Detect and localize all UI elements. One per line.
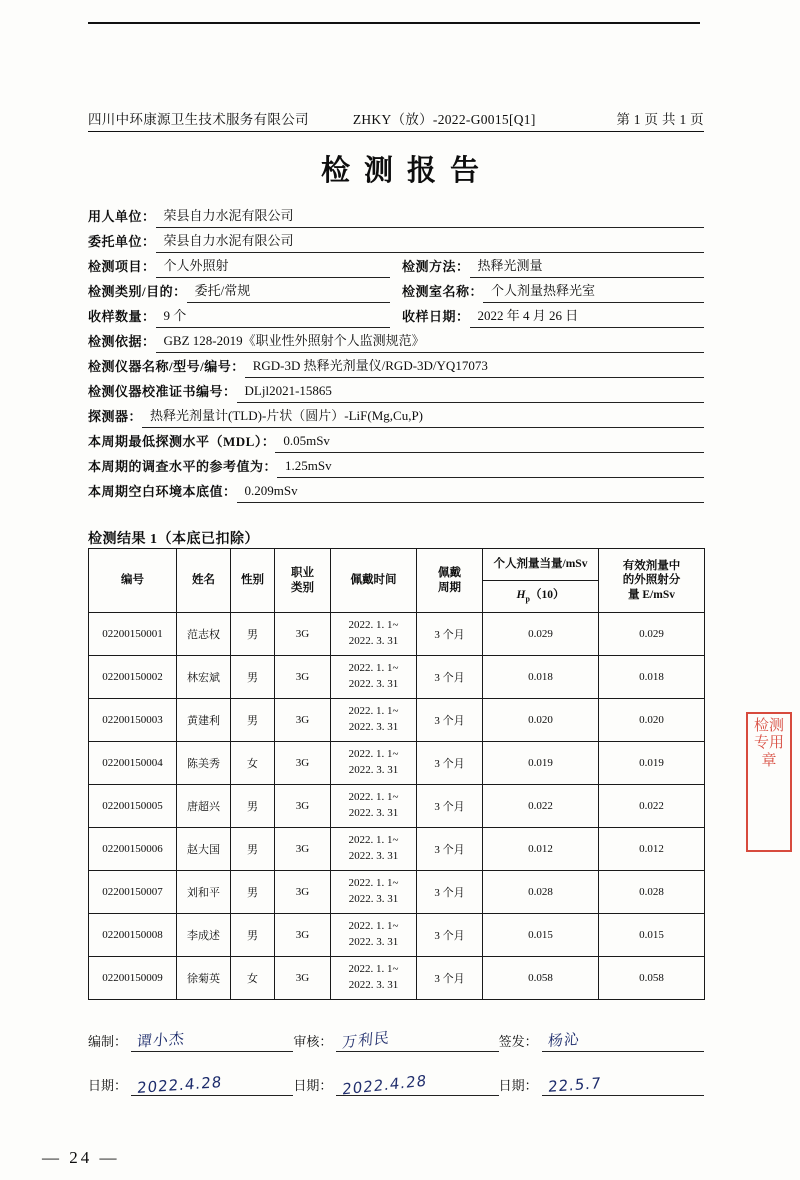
cell-category: 3G bbox=[275, 656, 331, 699]
prepared-by bbox=[88, 1030, 293, 1052]
cell-period: 2022. 1. 1~ 2022. 3. 31 bbox=[331, 957, 417, 1000]
col-hp10: $H_p(10)$ bbox=[483, 581, 599, 613]
page-title: 检测报告 bbox=[320, 155, 493, 187]
col-name: 姓名 bbox=[177, 549, 231, 613]
cell-hp10: 0.015 bbox=[483, 914, 599, 957]
cell-sex: 男 bbox=[231, 699, 275, 742]
cell-period: 2022. 1. 1~ 2022. 3. 31 bbox=[331, 828, 417, 871]
cell-hp10: 0.018 bbox=[483, 656, 599, 699]
table-row bbox=[89, 828, 705, 871]
cell-name: 陈美秀 bbox=[177, 742, 231, 785]
header-page-info: 第 1 页 共 1 页 bbox=[616, 112, 704, 127]
client-label: 委托单位： bbox=[88, 234, 156, 249]
info-row-item-method bbox=[88, 253, 704, 278]
page-number: — 24 — bbox=[42, 1148, 120, 1167]
basis-label: 检测依据： bbox=[88, 334, 156, 349]
cell-sex: 男 bbox=[231, 656, 275, 699]
signature-dates-row bbox=[88, 1071, 704, 1099]
cell-sex: 女 bbox=[231, 957, 275, 1000]
mdl-value: 0.05mSv bbox=[275, 433, 704, 453]
investigation-label: 本周期的调查水平的参考值为： bbox=[88, 459, 278, 474]
info-row-category-lab bbox=[88, 278, 704, 303]
lab-label: 检测室名称： bbox=[402, 284, 484, 299]
blank-value: 0.209mSv bbox=[237, 483, 704, 503]
cell-id: 02200150006 bbox=[89, 828, 177, 871]
header-report-code: ZHKY（放）-2022-G0015[Q1] bbox=[352, 112, 536, 127]
cell-hp10: 0.020 bbox=[483, 699, 599, 742]
page-header bbox=[88, 108, 704, 128]
cell-name: 刘和平 bbox=[177, 871, 231, 914]
prepared-signature: 谭小杰 bbox=[136, 1029, 186, 1051]
cell-hp10: 0.029 bbox=[483, 613, 599, 656]
reviewed-line bbox=[336, 1030, 498, 1052]
prepared-date-cell bbox=[88, 1074, 293, 1096]
cell-name: 林宏斌 bbox=[177, 656, 231, 699]
cell-name: 徐菊英 bbox=[177, 957, 231, 1000]
cell-cycle: 3 个月 bbox=[417, 957, 483, 1000]
info-cell-item bbox=[88, 253, 402, 278]
cell-effective: 0.022 bbox=[599, 785, 705, 828]
col-dose-equivalent: 个人剂量当量/mSv bbox=[483, 549, 599, 581]
cell-name: 李成述 bbox=[177, 914, 231, 957]
table-row bbox=[89, 699, 705, 742]
detector-label: 探测器： bbox=[88, 409, 143, 424]
col-effective-dose: 有效剂量中 的外照射分 量 E/mSv bbox=[599, 549, 705, 613]
employer-value: 荣县自力水泥有限公司 bbox=[156, 205, 704, 228]
cell-id: 02200150001 bbox=[89, 613, 177, 656]
results-title: 检测结果 1（本底已扣除） bbox=[88, 532, 259, 547]
category-label: 检测类别/目的： bbox=[88, 284, 187, 299]
top-rule bbox=[88, 22, 700, 24]
table-row bbox=[89, 871, 705, 914]
info-row-mdl bbox=[88, 428, 704, 453]
header-company: 四川中环康源卫生技术服务有限公司 bbox=[88, 112, 309, 127]
cell-period: 2022. 1. 1~ 2022. 3. 31 bbox=[331, 871, 417, 914]
cert-value: DLjl2021-15865 bbox=[237, 383, 704, 403]
cell-cycle: 3 个月 bbox=[417, 871, 483, 914]
cell-period: 2022. 1. 1~ 2022. 3. 31 bbox=[331, 914, 417, 957]
issued-date-cell bbox=[499, 1074, 704, 1096]
issued-date-value: 22.5.7 bbox=[547, 1074, 602, 1096]
cell-period: 2022. 1. 1~ 2022. 3. 31 bbox=[331, 613, 417, 656]
issued-line bbox=[542, 1030, 704, 1052]
col-period: 佩戴时间 bbox=[331, 549, 417, 613]
client-value: 荣县自力水泥有限公司 bbox=[156, 230, 704, 253]
table-row bbox=[89, 613, 705, 656]
cell-period: 2022. 1. 1~ 2022. 3. 31 bbox=[331, 785, 417, 828]
prepared-date-line bbox=[131, 1074, 293, 1096]
cell-category: 3G bbox=[275, 613, 331, 656]
red-stamp bbox=[746, 712, 792, 852]
cell-name: 唐超兴 bbox=[177, 785, 231, 828]
sample-date-value: 2022 年 4 月 26 日 bbox=[470, 305, 704, 328]
cell-name: 赵大国 bbox=[177, 828, 231, 871]
results-table bbox=[88, 548, 705, 1000]
info-row-cert bbox=[88, 378, 704, 403]
cell-effective: 0.012 bbox=[599, 828, 705, 871]
reviewed-date-cell bbox=[293, 1071, 498, 1099]
col-sex: 性别 bbox=[231, 549, 275, 613]
cell-id: 02200150004 bbox=[89, 742, 177, 785]
cell-category: 3G bbox=[275, 785, 331, 828]
table-header-row-1 bbox=[89, 549, 705, 581]
cell-effective: 0.028 bbox=[599, 871, 705, 914]
info-row-employer bbox=[88, 203, 704, 228]
cell-effective: 0.019 bbox=[599, 742, 705, 785]
cell-effective: 0.029 bbox=[599, 613, 705, 656]
prepared-date-value: 2022.4.28 bbox=[136, 1072, 223, 1098]
cell-id: 02200150009 bbox=[89, 957, 177, 1000]
signature-block bbox=[88, 1030, 704, 1118]
cell-hp10: 0.058 bbox=[483, 957, 599, 1000]
table-row bbox=[89, 957, 705, 1000]
cell-id: 02200150002 bbox=[89, 656, 177, 699]
info-row-instrument bbox=[88, 353, 704, 378]
prepared-date-label: 日期： bbox=[88, 1078, 128, 1093]
issued-date-label: 日期： bbox=[498, 1078, 538, 1093]
detector-value: 热释光剂量计(TLD)-片状（圆片）-LiF(Mg,Cu,P) bbox=[142, 405, 704, 428]
table-body bbox=[89, 613, 705, 1000]
issued-signature: 杨沁 bbox=[547, 1029, 581, 1051]
cell-name: 范志权 bbox=[177, 613, 231, 656]
cell-effective: 0.018 bbox=[599, 656, 705, 699]
reviewed-label: 审核： bbox=[293, 1034, 333, 1049]
method-value: 热释光测量 bbox=[470, 255, 704, 278]
employer-label: 用人单位： bbox=[88, 209, 156, 224]
cell-hp10: 0.012 bbox=[483, 828, 599, 871]
investigation-value: 1.25mSv bbox=[277, 458, 704, 478]
table-row bbox=[89, 742, 705, 785]
info-row-investigation bbox=[88, 453, 704, 478]
info-cell-method bbox=[402, 253, 704, 278]
cell-name: 黄建利 bbox=[177, 699, 231, 742]
cell-cycle: 3 个月 bbox=[417, 613, 483, 656]
cell-effective: 0.020 bbox=[599, 699, 705, 742]
cell-sex: 男 bbox=[231, 914, 275, 957]
info-cell-category bbox=[88, 278, 402, 303]
cell-sex: 男 bbox=[231, 828, 275, 871]
info-row-detector bbox=[88, 403, 704, 428]
cell-hp10: 0.028 bbox=[483, 871, 599, 914]
blank-label: 本周期空白环境本底值： bbox=[88, 484, 237, 499]
cell-sex: 男 bbox=[231, 871, 275, 914]
reviewed-date-label: 日期： bbox=[293, 1078, 333, 1093]
cell-id: 02200150003 bbox=[89, 699, 177, 742]
cell-hp10: 0.022 bbox=[483, 785, 599, 828]
info-row-client bbox=[88, 228, 704, 253]
cell-category: 3G bbox=[275, 871, 331, 914]
info-row-blank bbox=[88, 478, 704, 503]
info-cell-sample-count bbox=[88, 303, 402, 328]
cell-hp10: 0.019 bbox=[483, 742, 599, 785]
reviewed-by bbox=[293, 1030, 498, 1052]
cell-period: 2022. 1. 1~ 2022. 3. 31 bbox=[331, 742, 417, 785]
category-value: 委托/常规 bbox=[187, 280, 390, 303]
basis-value: GBZ 128-2019《职业性外照射个人监测规范》 bbox=[156, 330, 704, 353]
issued-date-line bbox=[542, 1074, 704, 1096]
cell-period: 2022. 1. 1~ 2022. 3. 31 bbox=[331, 656, 417, 699]
cell-category: 3G bbox=[275, 914, 331, 957]
cell-cycle: 3 个月 bbox=[417, 742, 483, 785]
cell-cycle: 3 个月 bbox=[417, 914, 483, 957]
cell-category: 3G bbox=[275, 957, 331, 1000]
method-label: 检测方法： bbox=[402, 259, 470, 274]
signature-names-row bbox=[88, 1030, 704, 1052]
cell-cycle: 3 个月 bbox=[417, 656, 483, 699]
sample-count-label: 收样数量： bbox=[88, 309, 156, 324]
cell-period: 2022. 1. 1~ 2022. 3. 31 bbox=[331, 699, 417, 742]
cell-effective: 0.058 bbox=[599, 957, 705, 1000]
cell-sex: 男 bbox=[231, 613, 275, 656]
cell-cycle: 3 个月 bbox=[417, 785, 483, 828]
cell-id: 02200150007 bbox=[89, 871, 177, 914]
instrument-value: RGD-3D 热释光剂量仪/RGD-3D/YQ17073 bbox=[245, 355, 704, 378]
cell-id: 02200150005 bbox=[89, 785, 177, 828]
reviewed-signature: 万利民 bbox=[341, 1028, 391, 1052]
sample-count-value: 9 个 bbox=[156, 305, 390, 328]
cell-sex: 女 bbox=[231, 742, 275, 785]
cell-category: 3G bbox=[275, 828, 331, 871]
info-row-count-date bbox=[88, 303, 704, 328]
item-label: 检测项目： bbox=[88, 259, 156, 274]
cert-label: 检测仪器校准证书编号： bbox=[88, 384, 237, 399]
table-row bbox=[89, 914, 705, 957]
info-cell-sample-date bbox=[402, 303, 704, 328]
col-category: 职业 类别 bbox=[275, 549, 331, 613]
sample-date-label: 收样日期： bbox=[402, 309, 470, 324]
reviewed-date-value: 2022.4.28 bbox=[341, 1071, 429, 1099]
table-row bbox=[89, 656, 705, 699]
info-row-basis bbox=[88, 328, 704, 353]
cell-sex: 男 bbox=[231, 785, 275, 828]
info-block bbox=[88, 203, 704, 503]
cell-cycle: 3 个月 bbox=[417, 828, 483, 871]
lab-value: 个人剂量热释光室 bbox=[483, 280, 704, 303]
issued-by bbox=[499, 1030, 704, 1052]
col-cycle: 佩戴 周期 bbox=[417, 549, 483, 613]
reviewed-date-line bbox=[336, 1071, 498, 1099]
item-value: 个人外照射 bbox=[156, 255, 390, 278]
col-id: 编号 bbox=[89, 549, 177, 613]
header-underline bbox=[88, 131, 704, 132]
info-cell-lab bbox=[402, 278, 704, 303]
issued-label: 签发： bbox=[498, 1034, 538, 1049]
table-row bbox=[89, 785, 705, 828]
instrument-label: 检测仪器名称/型号/编号： bbox=[88, 359, 245, 374]
prepared-line bbox=[131, 1030, 293, 1052]
mdl-label: 本周期最低探测水平（MDL）： bbox=[88, 434, 276, 449]
cell-category: 3G bbox=[275, 699, 331, 742]
prepared-label: 编制： bbox=[88, 1034, 128, 1049]
cell-category: 3G bbox=[275, 742, 331, 785]
cell-effective: 0.015 bbox=[599, 914, 705, 957]
cell-cycle: 3 个月 bbox=[417, 699, 483, 742]
stamp-label: 检测专用章 bbox=[753, 718, 784, 769]
cell-id: 02200150008 bbox=[89, 914, 177, 957]
